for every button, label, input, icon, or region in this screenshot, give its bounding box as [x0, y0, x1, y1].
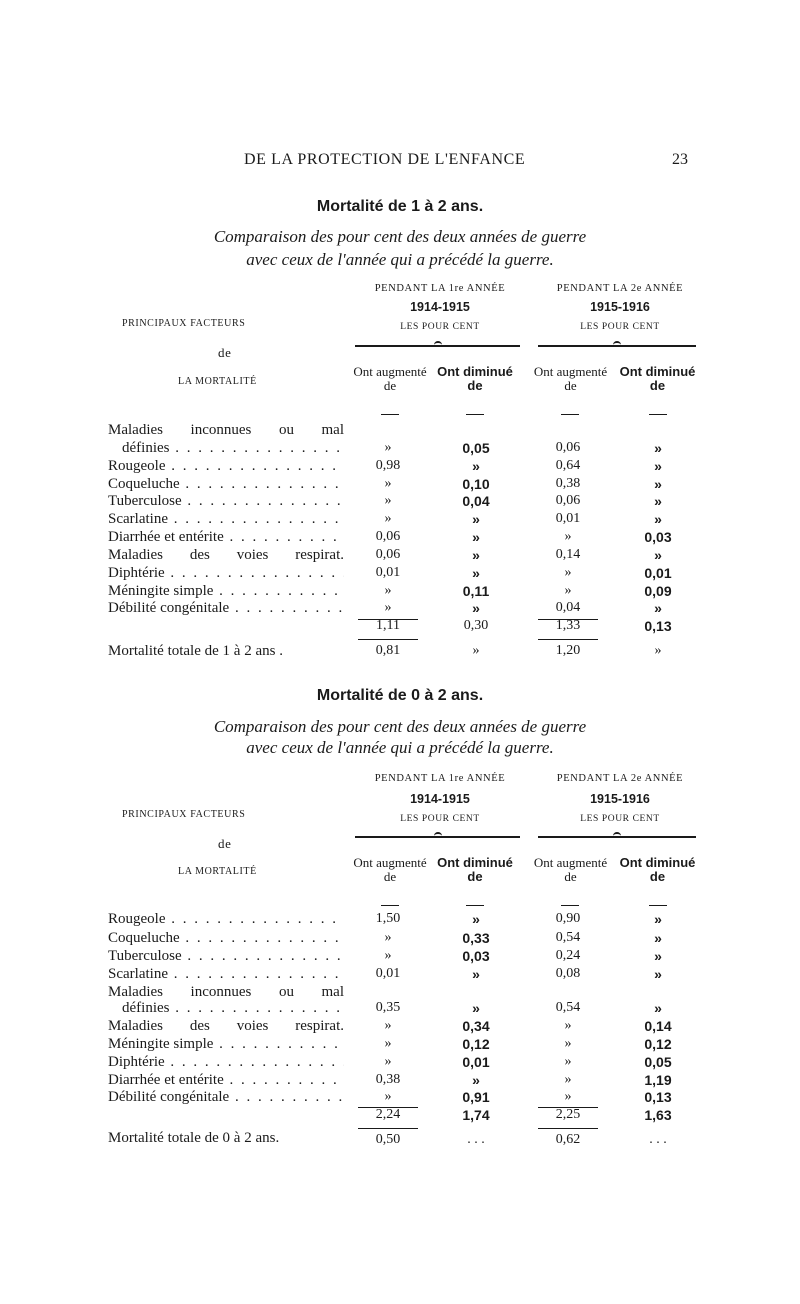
- col-dash: [649, 905, 667, 906]
- factor-head-line-2: de: [218, 345, 232, 360]
- period-1-caption: PENDANT LA 1re ANNÉE: [374, 283, 506, 294]
- cell-p1-increase: 1,50: [375, 911, 401, 926]
- period-1-percent-caption: LES POUR CENT: [400, 814, 480, 824]
- cell-p2-decrease: »: [654, 966, 662, 982]
- cell-p2-increase: »: [564, 565, 572, 580]
- cell-p1-decrease: 0,33: [462, 930, 490, 946]
- cell-p2-decrease: 1,19: [644, 1072, 672, 1088]
- row-label-continued: définies . . .: [122, 1000, 344, 1017]
- section-subtitle-line-1: Comparaison des pour cent des deux années de guerre: [213, 717, 587, 736]
- running-head: DE LA PROTECTION DE L'ENFANCE: [244, 151, 526, 168]
- cell-p1-increase: »: [384, 493, 392, 508]
- cell-p2-decrease: »: [654, 493, 662, 509]
- subtotal-p1-decrease: 1,74: [462, 1107, 490, 1123]
- cell-p2-decrease: »: [654, 930, 662, 946]
- subtotal-p1-decrease: 0,30: [463, 618, 489, 633]
- cell-p2-increase: 0,01: [555, 511, 581, 526]
- row-label: Débilité congénitale . . .: [108, 600, 344, 617]
- cell-p2-increase: 0,90: [555, 911, 581, 926]
- cell-p1-decrease: »: [472, 966, 480, 982]
- period-2-percent-caption: LES POUR CENT: [580, 322, 660, 332]
- col-head-increase-2: Ont augmenté de: [533, 855, 608, 884]
- total-rule: [538, 639, 598, 640]
- col-head-increase-1: Ont augmenté de: [353, 364, 427, 393]
- factor-head-line-3: LA MORTALITÉ: [178, 866, 257, 877]
- cell-p1-increase: »: [384, 583, 392, 598]
- total-p1-increase: 0,81: [375, 643, 401, 658]
- row-label: Diarrhée et entérite . . .: [108, 529, 344, 546]
- cell-p1-decrease: »: [472, 565, 480, 581]
- total-p2-decrease: »: [654, 643, 662, 658]
- cell-p1-decrease: 0,10: [462, 476, 490, 492]
- total-p1-decrease: . . .: [467, 1132, 485, 1147]
- cell-p2-increase: 0,38: [555, 476, 581, 491]
- cell-p2-increase: 0,08: [555, 966, 581, 981]
- cell-p1-increase: »: [384, 1054, 392, 1069]
- cell-p1-increase: »: [384, 930, 392, 945]
- cell-p1-increase: 0,35: [375, 1000, 401, 1015]
- cell-p2-decrease: »: [654, 458, 662, 474]
- cell-p1-decrease: 0,91: [462, 1089, 490, 1105]
- period-1-years: 1914-1915: [410, 792, 470, 806]
- cell-p1-increase: »: [384, 1089, 392, 1104]
- col-dash: [381, 414, 399, 415]
- total-p2-increase: 1,20: [555, 643, 581, 658]
- row-label: Débilité congénitale . . .: [108, 1089, 344, 1106]
- subtotal-p2-decrease: 1,63: [644, 1107, 672, 1123]
- cell-p2-decrease: 0,09: [644, 583, 672, 599]
- subtotal-p1-increase: 2,24: [375, 1107, 401, 1122]
- factor-head-line-3: LA MORTALITÉ: [178, 376, 257, 387]
- period-2-brace: [538, 345, 696, 347]
- row-label: Maladies des voies respirat.: [108, 547, 344, 563]
- col-dash: [466, 414, 484, 415]
- row-label: Scarlatine . . .: [108, 966, 344, 983]
- cell-p1-decrease: 0,03: [462, 948, 490, 964]
- cell-p2-increase: »: [564, 583, 572, 598]
- cell-p2-increase: »: [564, 1054, 572, 1069]
- cell-p2-decrease: »: [654, 440, 662, 456]
- factor-head-line-1: PRINCIPAUX FACTEURS: [122, 318, 246, 329]
- row-label: Maladies inconnues ou mal: [108, 422, 344, 438]
- cell-p1-increase: 0,06: [375, 547, 401, 562]
- col-head-decrease-1: Ont diminué de: [437, 855, 513, 884]
- cell-p2-increase: 0,54: [555, 1000, 581, 1015]
- cell-p1-increase: »: [384, 476, 392, 491]
- factor-head-line-1: PRINCIPAUX FACTEURS: [122, 809, 246, 820]
- total-label: Mortalité totale de 0 à 2 ans.: [108, 1130, 280, 1146]
- cell-p2-decrease: »: [654, 547, 662, 563]
- cell-p2-decrease: »: [654, 476, 662, 492]
- cell-p2-increase: 0,64: [555, 458, 581, 473]
- cell-p2-decrease: »: [654, 600, 662, 616]
- period-2-caption: PENDANT LA 2e ANNÉE: [556, 773, 684, 784]
- col-dash: [466, 905, 484, 906]
- col-head-decrease-2: Ont diminué de: [619, 364, 696, 393]
- cell-p1-decrease: 0,05: [462, 440, 490, 456]
- subtotal-p2-increase: 2,25: [555, 1107, 581, 1122]
- cell-p1-decrease: »: [472, 911, 480, 927]
- cell-p1-increase: 0,38: [375, 1072, 401, 1087]
- period-1-caption: PENDANT LA 1re ANNÉE: [374, 773, 506, 784]
- page-number: 23: [672, 151, 688, 168]
- cell-p2-decrease: »: [654, 948, 662, 964]
- row-label: Coqueluche . . .: [108, 930, 344, 947]
- cell-p2-decrease: 0,05: [644, 1054, 672, 1070]
- cell-p1-increase: »: [384, 440, 392, 455]
- period-1-brace: [355, 345, 520, 347]
- cell-p2-decrease: »: [654, 1000, 662, 1016]
- row-label: Rougeole . . .: [108, 911, 344, 928]
- col-dash: [561, 414, 579, 415]
- col-head-decrease-2: Ont diminué de: [619, 855, 696, 884]
- row-label: Rougeole . . .: [108, 458, 344, 475]
- total-label: Mortalité totale de 1 à 2 ans .: [108, 643, 283, 659]
- cell-p1-decrease: »: [472, 1000, 480, 1016]
- cell-p1-increase: 0,06: [375, 529, 401, 544]
- row-label: Maladies inconnues ou mal: [108, 984, 344, 1000]
- row-label: Tuberculose . . .: [108, 493, 344, 510]
- col-head-increase-2: Ont augmenté de: [533, 364, 608, 393]
- cell-p2-increase: 0,04: [555, 600, 581, 615]
- period-2-caption: PENDANT LA 2e ANNÉE: [556, 283, 684, 294]
- period-2-years: 1915-1916: [590, 792, 650, 806]
- cell-p1-increase: »: [384, 511, 392, 526]
- cell-p1-increase: 0,01: [375, 966, 401, 981]
- cell-p2-decrease: »: [654, 911, 662, 927]
- period-1-years: 1914-1915: [410, 300, 470, 314]
- cell-p2-increase: 0,54: [555, 930, 581, 945]
- subtotal-p2-decrease: 0,13: [644, 618, 672, 634]
- period-2-percent-caption: LES POUR CENT: [580, 814, 660, 824]
- row-label: Maladies des voies respirat.: [108, 1018, 344, 1034]
- cell-p2-decrease: 0,12: [644, 1036, 672, 1052]
- row-label: Méningite simple . . .: [108, 583, 344, 600]
- cell-p1-decrease: 0,11: [462, 583, 490, 599]
- cell-p2-increase: 0,14: [555, 547, 581, 562]
- row-label: Scarlatine . . .: [108, 511, 344, 528]
- period-1-brace: [355, 836, 520, 838]
- subtotal-p1-increase: 1,11: [376, 618, 400, 633]
- row-label: Diphtérie . . .: [108, 1054, 344, 1071]
- section-subtitle-line-2: avec ceux de l'année qui a précédé la guerre.: [246, 738, 554, 757]
- row-label: Diarrhée et entérite . . .: [108, 1072, 344, 1089]
- cell-p1-decrease: »: [472, 547, 480, 563]
- cell-p1-decrease: »: [472, 600, 480, 616]
- cell-p1-increase: »: [384, 1018, 392, 1033]
- cell-p2-increase: 0,06: [555, 440, 581, 455]
- cell-p2-increase: »: [564, 1072, 572, 1087]
- row-label: Méningite simple . . .: [108, 1036, 344, 1053]
- cell-p1-increase: »: [384, 1036, 392, 1051]
- total-p2-decrease: . . .: [649, 1132, 667, 1147]
- cell-p1-decrease: 0,04: [462, 493, 490, 509]
- total-rule: [538, 1128, 598, 1129]
- factor-head-line-2: de: [218, 836, 232, 851]
- cell-p1-increase: 0,98: [375, 458, 401, 473]
- cell-p1-decrease: 0,01: [462, 1054, 490, 1070]
- cell-p1-decrease: 0,12: [462, 1036, 490, 1052]
- cell-p2-decrease: 0,13: [644, 1089, 672, 1105]
- row-label: Coqueluche . . .: [108, 476, 344, 493]
- cell-p2-increase: »: [564, 529, 572, 544]
- cell-p1-decrease: »: [472, 511, 480, 527]
- col-dash: [561, 905, 579, 906]
- cell-p2-increase: 0,06: [555, 493, 581, 508]
- cell-p1-increase: »: [384, 600, 392, 615]
- total-p2-increase: 0,62: [555, 1132, 581, 1147]
- section-title: Mortalité de 0 à 2 ans.: [316, 687, 484, 704]
- cell-p2-decrease: 0,03: [644, 529, 672, 545]
- cell-p1-increase: 0,01: [375, 565, 401, 580]
- cell-p1-decrease: 0,34: [462, 1018, 490, 1034]
- cell-p2-decrease: »: [654, 511, 662, 527]
- cell-p2-decrease: 0,14: [644, 1018, 672, 1034]
- cell-p2-increase: »: [564, 1018, 572, 1033]
- col-dash: [649, 414, 667, 415]
- section-subtitle-line-2: avec ceux de l'année qui a précédé la guerre.: [246, 250, 554, 269]
- cell-p2-decrease: 0,01: [644, 565, 672, 581]
- col-head-decrease-1: Ont diminué de: [437, 364, 513, 393]
- cell-p1-decrease: »: [472, 529, 480, 545]
- cell-p1-decrease: »: [472, 458, 480, 474]
- cell-p2-increase: »: [564, 1089, 572, 1104]
- total-p1-increase: 0,50: [375, 1132, 401, 1147]
- cell-p2-increase: 0,24: [555, 948, 581, 963]
- cell-p2-increase: »: [564, 1036, 572, 1051]
- total-p1-decrease: »: [472, 643, 480, 658]
- period-2-brace: [538, 836, 696, 838]
- col-head-increase-1: Ont augmenté de: [353, 855, 427, 884]
- cell-p1-increase: »: [384, 948, 392, 963]
- col-dash: [381, 905, 399, 906]
- row-label: Tuberculose . . .: [108, 948, 344, 965]
- cell-p1-decrease: »: [472, 1072, 480, 1088]
- row-label: Diphtérie . . .: [108, 565, 344, 582]
- total-rule: [358, 639, 418, 640]
- row-label-continued: définies . . .: [122, 440, 344, 457]
- period-2-years: 1915-1916: [590, 300, 650, 314]
- subtotal-p2-increase: 1,33: [555, 618, 581, 633]
- total-rule: [358, 1128, 418, 1129]
- section-title: Mortalité de 1 à 2 ans.: [316, 198, 484, 215]
- section-subtitle-line-1: Comparaison des pour cent des deux années de guerre: [213, 227, 587, 246]
- period-1-percent-caption: LES POUR CENT: [400, 322, 480, 332]
